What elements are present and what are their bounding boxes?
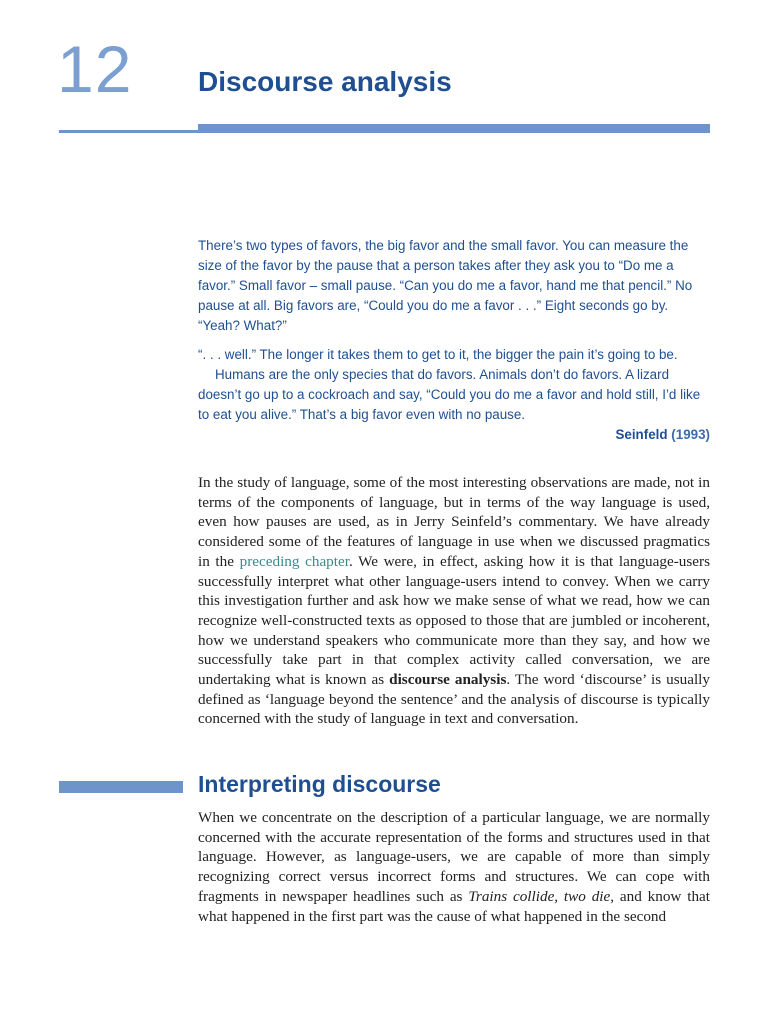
intro-text-3: . The word ‘discourse’ is usually defined as ‘language beyond the sentence’ and the analysis of discourse is typically concerned with the study of language in text and conversation. xyxy=(198,671,710,728)
key-term: discourse analysis xyxy=(389,671,507,689)
section-text-2: , and know that what happened in the first part was the cause of what happened in the second xyxy=(198,887,711,925)
epigraph-paragraph-2: “. . . well.” The longer it takes them to get to it, the bigger the pain it’s going to be. xyxy=(198,347,678,362)
epigraph-source-name: Seinfeld xyxy=(615,427,668,442)
intro-paragraph xyxy=(198,473,710,729)
intro-text-1: In the study of language, some of the most interesting observations are made, not in terms of the components of language, but in terms of the way language is used, even how pauses are used, as in Jerry Seinfeld’s commentary. We have already considered some of the features of language in use when we discussed pragmatics in the xyxy=(198,474,710,570)
epigraph xyxy=(198,236,710,445)
chapter-title: Discourse analysis xyxy=(198,66,452,97)
section-heading-bar xyxy=(59,781,183,793)
section-heading: Interpreting discourse xyxy=(198,771,441,797)
preceding-chapter-link[interactable]: preceding chapter xyxy=(239,552,349,570)
headline-example: Trains collide, two die xyxy=(468,887,611,905)
chapter-number: 12 xyxy=(57,32,133,106)
section-text-1: When we concentrate on the description of a particular language, we are normally concerned with the accurate representation of the forms and structures used in that language. However, as language-users, we are capable of more than simply recognizing correct versus incorrect forms and structures. We can cope with fragments in newspaper headlines such as xyxy=(198,809,710,905)
epigraph-source-year: (1993) xyxy=(671,427,710,442)
section-paragraph xyxy=(198,808,710,926)
epigraph-source xyxy=(198,425,710,445)
header-rule-left xyxy=(59,130,199,133)
epigraph-paragraph-3: Humans are the only species that do favors. Animals don’t do favors. A lizard doesn’t go up to a cockroach and say, “Could you do me a favor and hold still, I’d like to eat you alive.” That’s a big favor even with no pause. xyxy=(198,367,701,422)
header-rule-right xyxy=(198,124,710,133)
intro-text-2: . We were, in effect, asking how it is that language-users successfully interpret what other language-users intend to convey. When we carry this investigation further and ask how we make sense of what we read, how we can recognize well-constructed texts as opposed to those that are jumbled or incoherent, how we understand speakers who communicate more than they say, and how we successfully take part in that complex activity called conversation, we are undertaking what is known as xyxy=(198,552,710,689)
epigraph-paragraph-1: There’s two types of favors, the big favor and the small favor. You can measure the size of the favor by the pause that a person takes after they ask you to “Do me a favor.” Small favor – small pause. “Can you do me a favor, hand me that pencil.” No pause at all. Big favors are, “Could you do me a favor . . .” Eight seconds go by. “Yeah? What?” xyxy=(198,238,693,333)
